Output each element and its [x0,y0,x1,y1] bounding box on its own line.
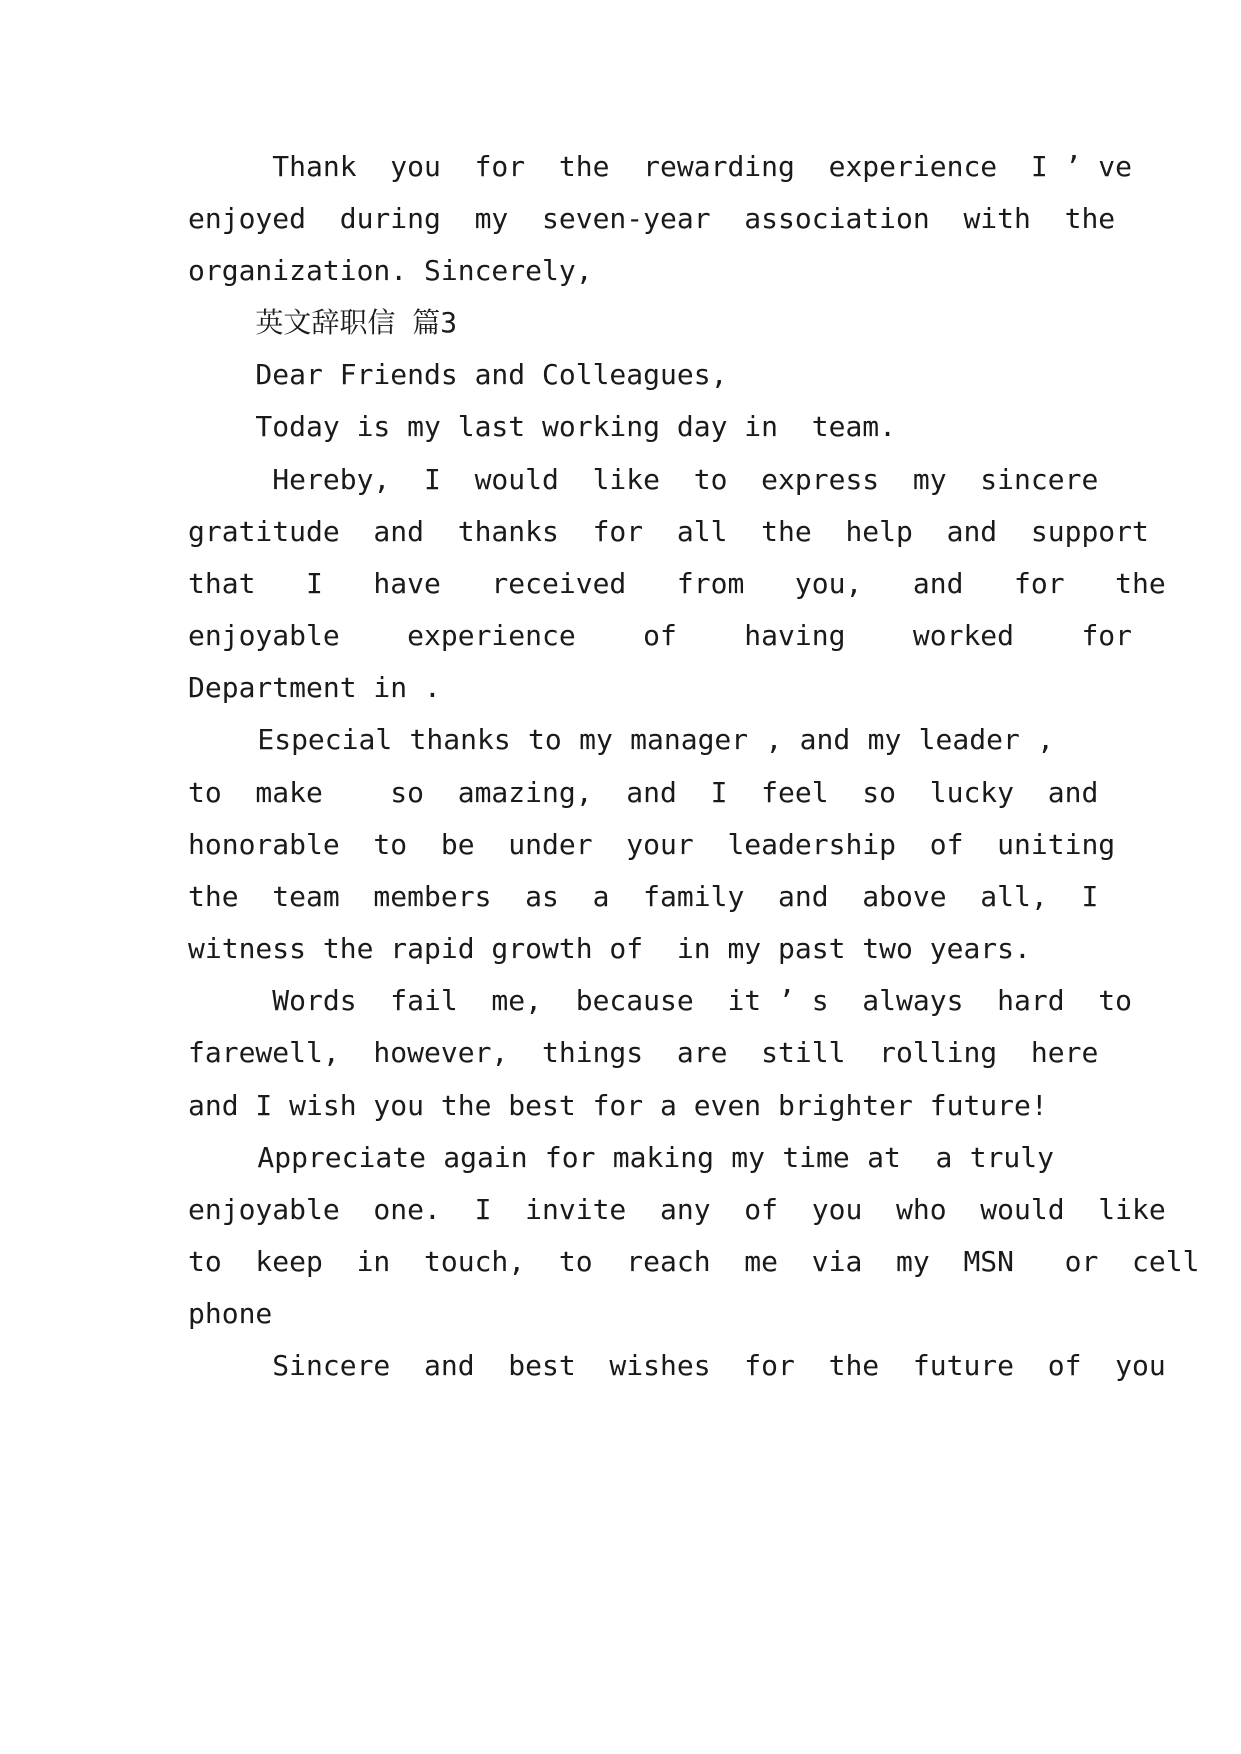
text-line: Appreciate again for making my time at a truly [188,1141,1054,1174]
salutation: Dear Friends and Colleagues, [188,358,728,391]
text-line: witness the rapid growth of in my past two years. [188,932,1031,965]
text-line: enjoyed during my seven-year association with the [188,202,1116,235]
text-line: Today is my last working day in team. [188,410,897,443]
text-line: enjoyable experience of having worked for [188,619,1133,652]
text-line: Words fail me, because it ’ s always hard to [188,984,1133,1017]
text-line: the team members as a family and above all, I [188,880,1099,913]
text-line: enjoyable one. I invite any of you who would like [188,1193,1166,1226]
text-line: that I have received from you, and for the [188,567,1166,600]
text-line: organization. Sincerely, [188,254,593,287]
text-line: and I wish you the best for a even brighter future! [188,1089,1048,1122]
text-line: to keep in touch, to reach me via my MSN or cell [188,1245,1200,1278]
text-line: gratitude and thanks for all the help and support [188,515,1149,548]
text-line: phone [188,1297,273,1330]
text-line: farewell, however, things are still rolling here [188,1036,1099,1069]
section-heading: 英文辞职信 篇3 [188,306,458,339]
text-line: Sincere and best wishes for the future of you [188,1349,1166,1382]
text-line: Especial thanks to my manager , and my leader , [188,723,1054,756]
text-line: honorable to be under your leadership of uniting [188,828,1116,861]
text-line: to make so amazing, and I feel so lucky and [188,776,1099,809]
text-line: Department in . [188,671,441,704]
text-line: Thank you for the rewarding experience I ’ ve [188,150,1133,183]
text-line: Hereby, I would like to express my sincere [188,463,1099,496]
